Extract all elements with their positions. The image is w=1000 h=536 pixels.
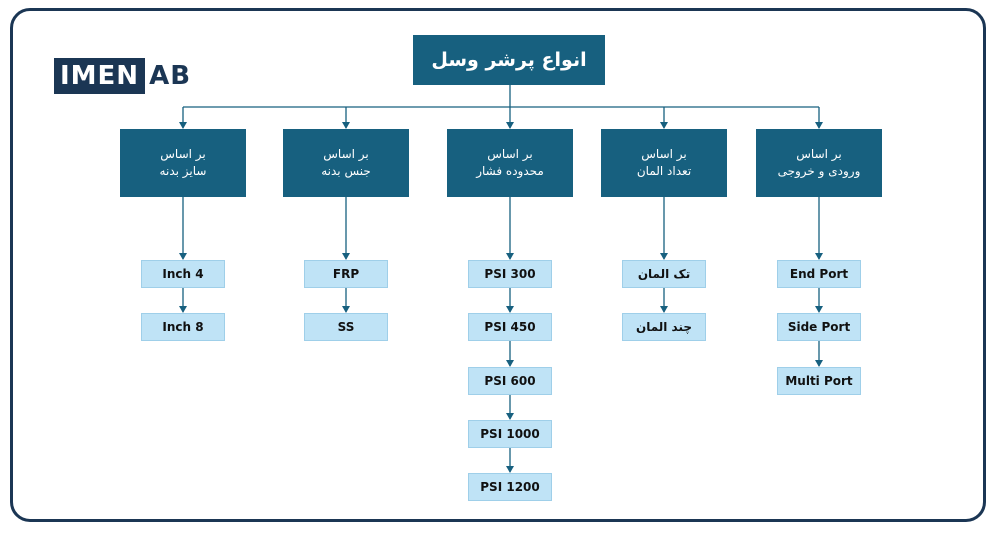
category-label-line2: محدوده فشار bbox=[476, 164, 544, 178]
leaf-node: Multi Port bbox=[777, 367, 861, 395]
category-label-line1: بر اساس bbox=[641, 147, 687, 161]
leaf-node: End Port bbox=[777, 260, 861, 288]
category-node-5 bbox=[756, 129, 882, 197]
leaf-node: چند المان bbox=[622, 313, 706, 341]
leaf-node: تک المان bbox=[622, 260, 706, 288]
category-label-line1: بر اساس bbox=[796, 147, 842, 161]
category-label-line2: جنس بدنه bbox=[321, 164, 371, 178]
leaf-node: SS bbox=[304, 313, 388, 341]
category-node-2 bbox=[283, 129, 409, 197]
leaf-node: 1000 PSI bbox=[468, 420, 552, 448]
leaf-node: 8 Inch bbox=[141, 313, 225, 341]
leaf-node: FRP bbox=[304, 260, 388, 288]
category-label-line2: سایز بدنه bbox=[159, 164, 207, 178]
category-label-line2: ورودی و خروجی bbox=[777, 164, 861, 178]
leaf-node: 4 Inch bbox=[141, 260, 225, 288]
leaf-node: 1200 PSI bbox=[468, 473, 552, 501]
category-label-line1: بر اساس bbox=[160, 147, 206, 161]
leaf-node: 450 PSI bbox=[468, 313, 552, 341]
category-label-line1: بر اساس bbox=[323, 147, 369, 161]
category-label-line2: تعداد المان bbox=[636, 164, 692, 178]
category-label-line1: بر اساس bbox=[487, 147, 533, 161]
leaf-node: 600 PSI bbox=[468, 367, 552, 395]
brand-logo-part2: AB bbox=[149, 61, 192, 91]
category-node-1 bbox=[120, 129, 246, 197]
leaf-node: 300 PSI bbox=[468, 260, 552, 288]
root-node: انواع پرشر وسل bbox=[413, 35, 605, 85]
leaf-node: Side Port bbox=[777, 313, 861, 341]
category-node-3 bbox=[447, 129, 573, 197]
brand-logo-part1: IMEN bbox=[54, 58, 145, 94]
category-node-4 bbox=[601, 129, 727, 197]
